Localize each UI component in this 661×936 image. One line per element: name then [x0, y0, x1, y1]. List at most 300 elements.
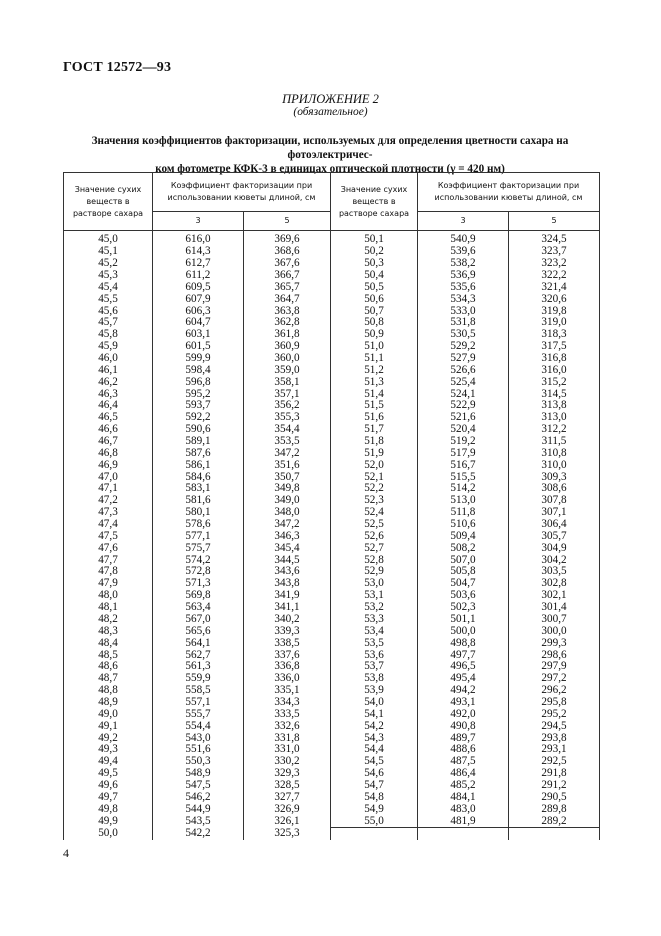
document-code: ГОСТ 12572—93 [63, 60, 172, 75]
left-coef-3-cell: 567,0 [153, 614, 244, 626]
left-coef-5-cell: 363,8 [244, 305, 331, 317]
left-coef-5-cell: 326,1 [244, 815, 331, 827]
left-coef-3-cell: 548,9 [153, 768, 244, 780]
left-coef-5-cell: 353,5 [244, 436, 331, 448]
left-coef-3-cell: 593,7 [153, 400, 244, 412]
left-coef-5-cell: 331,0 [244, 744, 331, 756]
right-dry-matter-cell: 51,2 [331, 364, 418, 376]
left-coef-3-cell: 543,0 [153, 732, 244, 744]
left-coef-5-cell: 362,8 [244, 317, 331, 329]
left-coef-5-cell: 325,3 [244, 827, 331, 839]
caption-line-1: Значения коэффициентов факторизации, используемых для определения цветности сахара на фотоэлектричес- [91, 135, 569, 161]
right-coef-5-cell: 323,7 [509, 246, 600, 258]
left-dry-matter-cell: 45,9 [64, 341, 153, 353]
left-coef-5-cell: 364,7 [244, 293, 331, 305]
left-dry-matter-cell: 48,7 [64, 673, 153, 685]
right-coef-5-cell: 292,5 [509, 756, 600, 768]
right-coef-5-cell: 293,1 [509, 744, 600, 756]
left-dry-matter-cell: 48,5 [64, 649, 153, 661]
right-dry-matter-cell: 53,3 [331, 614, 418, 626]
left-coef-5-cell: 360,9 [244, 341, 331, 353]
left-coef-5-cell: 341,9 [244, 590, 331, 602]
table-row [64, 614, 600, 626]
right-coef-5-cell: 320,6 [509, 293, 600, 305]
table-row [64, 364, 600, 376]
table-row [64, 649, 600, 661]
right-coef-5-cell: 291,8 [509, 768, 600, 780]
left-dry-matter-cell: 48,4 [64, 637, 153, 649]
table-row [64, 270, 600, 282]
right-coef-3-cell: 501,1 [418, 614, 509, 626]
left-dry-matter-cell: 48,2 [64, 614, 153, 626]
left-coef-3-cell: 543,5 [153, 815, 244, 827]
table-caption [63, 134, 597, 176]
table-row [64, 803, 600, 815]
page-number: 4 [63, 846, 69, 860]
right-coef-5-cell: 295,8 [509, 697, 600, 709]
right-coef-3-cell: 515,5 [418, 471, 509, 483]
appendix-title: ПРИЛОЖЕНИЕ 2 [282, 92, 379, 106]
right-dry-matter-cell: 54,4 [331, 744, 418, 756]
table-row [64, 412, 600, 424]
left-coef-3-cell: 557,1 [153, 697, 244, 709]
left-coef-5-cell: 361,8 [244, 329, 331, 341]
table-row [64, 341, 600, 353]
right-coef-3-cell: 485,2 [418, 780, 509, 792]
right-dry-matter-cell: 51,6 [331, 412, 418, 424]
left-dry-matter-cell: 49,7 [64, 791, 153, 803]
right-dry-matter-cell: 50,9 [331, 329, 418, 341]
right-dry-matter-cell: 52,7 [331, 542, 418, 554]
left-dry-matter-cell: 46,3 [64, 388, 153, 400]
left-coef-3-cell: 595,2 [153, 388, 244, 400]
right-coef-5-cell: 309,3 [509, 471, 600, 483]
right-coef-5-cell: 290,5 [509, 791, 600, 803]
right-coef-3-cell: 525,4 [418, 376, 509, 388]
header-cuvette-3-left: 3 [153, 212, 244, 231]
left-dry-matter-cell: 45,8 [64, 329, 153, 341]
table-body [64, 231, 600, 840]
right-coef-3-cell: 529,2 [418, 341, 509, 353]
right-coef-3-cell: 514,2 [418, 483, 509, 495]
right-coef-5-cell: 315,2 [509, 376, 600, 388]
right-dry-matter-cell: 52,9 [331, 566, 418, 578]
right-dry-matter-cell: 51,9 [331, 447, 418, 459]
right-dry-matter-cell: 54,8 [331, 791, 418, 803]
table-row [64, 353, 600, 365]
left-dry-matter-cell: 49,3 [64, 744, 153, 756]
left-dry-matter-cell: 46,8 [64, 447, 153, 459]
right-dry-matter-cell: 52,2 [331, 483, 418, 495]
table-row [64, 471, 600, 483]
left-coef-5-cell: 349,0 [244, 495, 331, 507]
right-coef-3-cell: 487,5 [418, 756, 509, 768]
right-coef-3-cell: 535,6 [418, 281, 509, 293]
left-dry-matter-cell: 47,4 [64, 519, 153, 531]
left-dry-matter-cell: 49,4 [64, 756, 153, 768]
right-coef-5-cell: 316,0 [509, 364, 600, 376]
left-dry-matter-cell: 49,6 [64, 780, 153, 792]
table-row [64, 661, 600, 673]
table-row [64, 542, 600, 554]
left-coef-3-cell: 547,5 [153, 780, 244, 792]
left-coef-5-cell: 336,0 [244, 673, 331, 685]
right-dry-matter-cell: 51,5 [331, 400, 418, 412]
left-dry-matter-cell: 48,9 [64, 697, 153, 709]
left-dry-matter-cell: 47,5 [64, 530, 153, 542]
left-coef-5-cell: 335,1 [244, 685, 331, 697]
table-row [64, 483, 600, 495]
right-coef-5-cell: 291,2 [509, 780, 600, 792]
right-dry-matter-cell: 50,3 [331, 258, 418, 270]
right-coef-5-cell: 307,1 [509, 507, 600, 519]
right-dry-matter-cell: 52,8 [331, 554, 418, 566]
left-coef-3-cell: 601,5 [153, 341, 244, 353]
left-coef-3-cell: 580,1 [153, 507, 244, 519]
left-coef-5-cell: 326,9 [244, 803, 331, 815]
right-coef-5-cell: 318,3 [509, 329, 600, 341]
right-coef-5-cell: 324,5 [509, 231, 600, 246]
left-coef-3-cell: 564,1 [153, 637, 244, 649]
left-coef-5-cell: 365,7 [244, 281, 331, 293]
factorization-table [63, 172, 600, 840]
left-dry-matter-cell: 46,9 [64, 459, 153, 471]
right-coef-3-cell: 483,0 [418, 803, 509, 815]
left-coef-5-cell: 334,3 [244, 697, 331, 709]
right-coef-3-cell: 524,1 [418, 388, 509, 400]
table-row [64, 507, 600, 519]
right-coef-5-cell: 305,7 [509, 530, 600, 542]
left-coef-3-cell: 562,7 [153, 649, 244, 661]
left-coef-3-cell: 607,9 [153, 293, 244, 305]
table-row [64, 827, 600, 839]
left-dry-matter-cell: 45,1 [64, 246, 153, 258]
left-dry-matter-cell: 46,6 [64, 424, 153, 436]
left-coef-3-cell: 584,6 [153, 471, 244, 483]
left-dry-matter-cell: 49,0 [64, 708, 153, 720]
table-row [64, 744, 600, 756]
right-coef-5-cell: 300,0 [509, 625, 600, 637]
left-dry-matter-cell: 45,6 [64, 305, 153, 317]
left-coef-3-cell: 546,2 [153, 791, 244, 803]
right-coef-3-cell: 522,9 [418, 400, 509, 412]
table-row [64, 780, 600, 792]
right-coef-3-cell: 495,4 [418, 673, 509, 685]
header-coefficient-right: Коэффициент факторизации при использовании кюветы длиной, см [418, 173, 600, 212]
right-dry-matter-cell: 54,7 [331, 780, 418, 792]
left-coef-5-cell: 341,1 [244, 602, 331, 614]
right-dry-matter-cell: 53,7 [331, 661, 418, 673]
left-dry-matter-cell: 47,0 [64, 471, 153, 483]
right-coef-3-cell: 526,6 [418, 364, 509, 376]
empty-cell [509, 827, 600, 839]
left-coef-5-cell: 346,3 [244, 530, 331, 542]
left-coef-5-cell: 360,0 [244, 353, 331, 365]
header-cuvette-3-right: 3 [418, 212, 509, 231]
right-dry-matter-cell: 53,0 [331, 578, 418, 590]
left-coef-3-cell: 571,3 [153, 578, 244, 590]
right-coef-3-cell: 519,2 [418, 436, 509, 448]
right-coef-3-cell: 492,0 [418, 708, 509, 720]
left-dry-matter-cell: 46,4 [64, 400, 153, 412]
right-coef-3-cell: 527,9 [418, 353, 509, 365]
right-dry-matter-cell: 54,5 [331, 756, 418, 768]
header-dry-matter-right: Значение сухих веществ в растворе сахара [331, 173, 418, 231]
table-row [64, 329, 600, 341]
table-row [64, 519, 600, 531]
left-coef-3-cell: 612,7 [153, 258, 244, 270]
table-row [64, 697, 600, 709]
right-coef-3-cell: 513,0 [418, 495, 509, 507]
table-row [64, 495, 600, 507]
left-dry-matter-cell: 49,1 [64, 720, 153, 732]
right-coef-3-cell: 508,2 [418, 542, 509, 554]
left-coef-5-cell: 340,2 [244, 614, 331, 626]
right-dry-matter-cell: 53,6 [331, 649, 418, 661]
right-coef-5-cell: 299,3 [509, 637, 600, 649]
right-coef-5-cell: 316,8 [509, 353, 600, 365]
right-dry-matter-cell: 52,6 [331, 530, 418, 542]
left-coef-5-cell: 358,1 [244, 376, 331, 388]
right-coef-3-cell: 520,4 [418, 424, 509, 436]
left-dry-matter-cell: 50,0 [64, 827, 153, 839]
right-dry-matter-cell: 54,6 [331, 768, 418, 780]
right-coef-5-cell: 296,2 [509, 685, 600, 697]
right-dry-matter-cell: 51,8 [331, 436, 418, 448]
left-coef-3-cell: 577,1 [153, 530, 244, 542]
right-coef-3-cell: 503,6 [418, 590, 509, 602]
table-row [64, 602, 600, 614]
right-dry-matter-cell: 54,0 [331, 697, 418, 709]
appendix-status: (обязательное) [293, 106, 368, 118]
right-dry-matter-cell: 53,2 [331, 602, 418, 614]
left-coef-3-cell: 611,2 [153, 270, 244, 282]
right-coef-3-cell: 517,9 [418, 447, 509, 459]
left-dry-matter-cell: 48,1 [64, 602, 153, 614]
left-coef-3-cell: 609,5 [153, 281, 244, 293]
left-coef-5-cell: 369,6 [244, 231, 331, 246]
left-coef-3-cell: 559,9 [153, 673, 244, 685]
right-coef-5-cell: 293,8 [509, 732, 600, 744]
right-dry-matter-cell: 54,1 [331, 708, 418, 720]
right-coef-3-cell: 510,6 [418, 519, 509, 531]
left-coef-5-cell: 348,0 [244, 507, 331, 519]
left-coef-5-cell: 356,2 [244, 400, 331, 412]
table-row [64, 436, 600, 448]
left-coef-3-cell: 542,2 [153, 827, 244, 839]
right-dry-matter-cell: 50,5 [331, 281, 418, 293]
table-row [64, 590, 600, 602]
right-coef-3-cell: 509,4 [418, 530, 509, 542]
right-coef-3-cell: 488,6 [418, 744, 509, 756]
right-coef-5-cell: 317,5 [509, 341, 600, 353]
table-row [64, 530, 600, 542]
left-dry-matter-cell: 46,0 [64, 353, 153, 365]
left-coef-5-cell: 338,5 [244, 637, 331, 649]
right-dry-matter-cell: 54,3 [331, 732, 418, 744]
left-coef-5-cell: 327,7 [244, 791, 331, 803]
left-coef-3-cell: 554,4 [153, 720, 244, 732]
left-dry-matter-cell: 45,7 [64, 317, 153, 329]
right-coef-5-cell: 297,2 [509, 673, 600, 685]
left-coef-5-cell: 367,6 [244, 258, 331, 270]
left-coef-3-cell: 604,7 [153, 317, 244, 329]
right-coef-5-cell: 300,7 [509, 614, 600, 626]
left-coef-3-cell: 572,8 [153, 566, 244, 578]
right-coef-5-cell: 289,2 [509, 815, 600, 827]
left-coef-3-cell: 583,1 [153, 483, 244, 495]
left-coef-3-cell: 569,8 [153, 590, 244, 602]
left-coef-3-cell: 596,8 [153, 376, 244, 388]
table-row [64, 732, 600, 744]
left-coef-5-cell: 345,4 [244, 542, 331, 554]
right-dry-matter-cell: 52,1 [331, 471, 418, 483]
empty-cell [331, 827, 418, 839]
left-coef-3-cell: 574,2 [153, 554, 244, 566]
left-dry-matter-cell: 47,2 [64, 495, 153, 507]
left-dry-matter-cell: 45,2 [64, 258, 153, 270]
left-dry-matter-cell: 45,0 [64, 231, 153, 246]
right-coef-5-cell: 308,6 [509, 483, 600, 495]
right-coef-3-cell: 490,8 [418, 720, 509, 732]
left-coef-3-cell: 551,6 [153, 744, 244, 756]
right-coef-3-cell: 496,5 [418, 661, 509, 673]
right-coef-3-cell: 533,0 [418, 305, 509, 317]
left-coef-3-cell: 587,6 [153, 447, 244, 459]
left-coef-5-cell: 347,2 [244, 519, 331, 531]
table-row [64, 768, 600, 780]
right-coef-3-cell: 500,0 [418, 625, 509, 637]
right-coef-3-cell: 486,4 [418, 768, 509, 780]
right-coef-5-cell: 298,6 [509, 649, 600, 661]
left-coef-3-cell: 578,6 [153, 519, 244, 531]
left-dry-matter-cell: 46,7 [64, 436, 153, 448]
left-dry-matter-cell: 49,2 [64, 732, 153, 744]
table-row [64, 578, 600, 590]
left-coef-3-cell: 565,6 [153, 625, 244, 637]
left-coef-5-cell: 333,5 [244, 708, 331, 720]
left-dry-matter-cell: 49,8 [64, 803, 153, 815]
table-row [64, 720, 600, 732]
left-dry-matter-cell: 47,9 [64, 578, 153, 590]
right-coef-3-cell: 534,3 [418, 293, 509, 305]
right-coef-5-cell: 322,2 [509, 270, 600, 282]
empty-cell [418, 827, 509, 839]
left-coef-3-cell: 558,5 [153, 685, 244, 697]
left-coef-5-cell: 355,3 [244, 412, 331, 424]
left-dry-matter-cell: 46,5 [64, 412, 153, 424]
left-coef-3-cell: 586,1 [153, 459, 244, 471]
left-coef-5-cell: 328,5 [244, 780, 331, 792]
left-coef-3-cell: 550,3 [153, 756, 244, 768]
left-coef-5-cell: 332,6 [244, 720, 331, 732]
right-dry-matter-cell: 51,0 [331, 341, 418, 353]
left-coef-5-cell: 347,2 [244, 447, 331, 459]
left-coef-3-cell: 598,4 [153, 364, 244, 376]
left-coef-3-cell: 561,3 [153, 661, 244, 673]
left-coef-3-cell: 544,9 [153, 803, 244, 815]
left-coef-3-cell: 599,9 [153, 353, 244, 365]
right-coef-5-cell: 289,8 [509, 803, 600, 815]
left-dry-matter-cell: 45,5 [64, 293, 153, 305]
left-coef-5-cell: 359,0 [244, 364, 331, 376]
left-dry-matter-cell: 46,2 [64, 376, 153, 388]
right-coef-3-cell: 497,7 [418, 649, 509, 661]
right-coef-5-cell: 303,5 [509, 566, 600, 578]
left-coef-5-cell: 331,8 [244, 732, 331, 744]
header-cuvette-5-left: 5 [244, 212, 331, 231]
right-coef-5-cell: 294,5 [509, 720, 600, 732]
left-dry-matter-cell: 47,3 [64, 507, 153, 519]
right-coef-3-cell: 536,9 [418, 270, 509, 282]
right-coef-5-cell: 313,0 [509, 412, 600, 424]
left-coef-3-cell: 606,3 [153, 305, 244, 317]
right-coef-3-cell: 540,9 [418, 231, 509, 246]
right-coef-3-cell: 538,2 [418, 258, 509, 270]
right-coef-3-cell: 539,6 [418, 246, 509, 258]
table-row [64, 447, 600, 459]
table-row [64, 400, 600, 412]
left-coef-3-cell: 563,4 [153, 602, 244, 614]
right-coef-3-cell: 516,7 [418, 459, 509, 471]
left-dry-matter-cell: 48,8 [64, 685, 153, 697]
right-dry-matter-cell: 51,3 [331, 376, 418, 388]
table-row [64, 791, 600, 803]
right-coef-3-cell: 507,0 [418, 554, 509, 566]
right-dry-matter-cell: 53,8 [331, 673, 418, 685]
table-row [64, 388, 600, 400]
header-coefficient-left: Коэффициент факторизации при использовании кюветы длиной, см [153, 173, 331, 212]
table-row [64, 231, 600, 246]
left-coef-5-cell: 343,8 [244, 578, 331, 590]
right-dry-matter-cell: 53,5 [331, 637, 418, 649]
left-coef-3-cell: 590,6 [153, 424, 244, 436]
left-coef-3-cell: 575,7 [153, 542, 244, 554]
right-coef-5-cell: 323,2 [509, 258, 600, 270]
table-row [64, 708, 600, 720]
right-coef-5-cell: 306,4 [509, 519, 600, 531]
left-coef-5-cell: 368,6 [244, 246, 331, 258]
table-row [64, 293, 600, 305]
right-dry-matter-cell: 53,4 [331, 625, 418, 637]
right-coef-3-cell: 505,8 [418, 566, 509, 578]
left-coef-3-cell: 614,3 [153, 246, 244, 258]
table-row [64, 625, 600, 637]
left-coef-5-cell: 344,5 [244, 554, 331, 566]
right-coef-3-cell: 494,2 [418, 685, 509, 697]
table-row [64, 756, 600, 768]
right-dry-matter-cell: 53,1 [331, 590, 418, 602]
table-row [64, 554, 600, 566]
right-coef-3-cell: 502,3 [418, 602, 509, 614]
left-coef-3-cell: 592,2 [153, 412, 244, 424]
left-dry-matter-cell: 45,3 [64, 270, 153, 282]
right-coef-5-cell: 307,8 [509, 495, 600, 507]
table-row [64, 673, 600, 685]
right-coef-5-cell: 310,0 [509, 459, 600, 471]
left-dry-matter-cell: 48,0 [64, 590, 153, 602]
left-dry-matter-cell: 47,1 [64, 483, 153, 495]
right-dry-matter-cell: 50,2 [331, 246, 418, 258]
table-row [64, 317, 600, 329]
right-coef-5-cell: 319,8 [509, 305, 600, 317]
table-row [64, 246, 600, 258]
right-coef-3-cell: 511,8 [418, 507, 509, 519]
right-coef-5-cell: 310,8 [509, 447, 600, 459]
left-coef-5-cell: 351,6 [244, 459, 331, 471]
header-dry-matter-left: Значение сухих веществ в растворе сахара [64, 173, 153, 231]
right-dry-matter-cell: 50,1 [331, 231, 418, 246]
